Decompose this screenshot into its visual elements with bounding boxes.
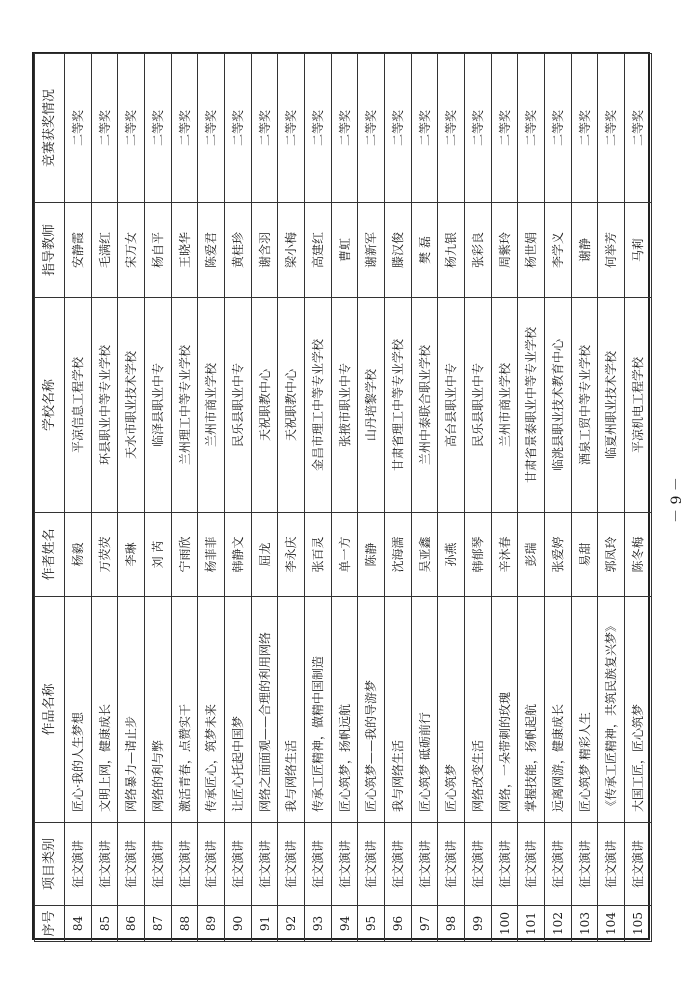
- cell-school: 临泽县职业中专: [145, 298, 172, 513]
- cell-category: 征文演讲: [465, 823, 492, 906]
- cell-author: 宁雨欣: [171, 513, 198, 597]
- cell-category: 征文演讲: [171, 823, 198, 906]
- cell-school: 张掖市职业中专: [331, 298, 358, 513]
- cell-category: 征文演讲: [545, 823, 572, 906]
- table-row: [171, 54, 198, 942]
- table-header-row: [35, 54, 65, 942]
- cell-seq: 96: [385, 906, 412, 942]
- cell-school: 酒泉工贸中等专业学校: [571, 298, 598, 513]
- cell-category: 征文演讲: [331, 823, 358, 906]
- cell-category: 征文演讲: [518, 823, 545, 906]
- cell-seq: 87: [145, 906, 172, 942]
- cell-teacher: 黄桂珍: [225, 203, 252, 298]
- cell-author: 彭瑞: [518, 513, 545, 597]
- cell-work-title: 匠心·我的人生梦想: [65, 597, 92, 823]
- cell-teacher: 谢含羽: [251, 203, 278, 298]
- cell-teacher: 张彩良: [465, 203, 492, 298]
- cell-teacher: 滕汉俊: [385, 203, 412, 298]
- cell-award: 二等奖: [145, 54, 172, 203]
- cell-award: 二等奖: [438, 54, 465, 203]
- cell-work-title: 网络暴力—请止步: [118, 597, 145, 823]
- table-row: [118, 54, 145, 942]
- cell-author: 易甜: [571, 513, 598, 597]
- cell-author: 万荧荧: [91, 513, 118, 597]
- cell-award: 二等奖: [385, 54, 412, 203]
- cell-award: 二等奖: [358, 54, 385, 203]
- cell-category: 征文演讲: [198, 823, 225, 906]
- cell-category: 征文演讲: [598, 823, 625, 906]
- cell-author: 陈冬梅: [625, 513, 652, 597]
- cell-seq: 100: [491, 906, 518, 942]
- award-table-sheet: [32, 52, 650, 940]
- cell-seq: 89: [198, 906, 225, 942]
- cell-category: 征文演讲: [571, 823, 598, 906]
- cell-category: 征文演讲: [251, 823, 278, 906]
- cell-school: 金昌市理工中等专业学校: [305, 298, 332, 513]
- cell-teacher: 梁小梅: [278, 203, 305, 298]
- page-number: [661, 470, 691, 530]
- cell-work-title: 我与网络生活: [385, 597, 412, 823]
- cell-seq: 98: [438, 906, 465, 942]
- cell-award: 二等奖: [518, 54, 545, 203]
- cell-category: 征文演讲: [385, 823, 412, 906]
- cell-school: 兰州中泰联合职业学校: [411, 298, 438, 513]
- cell-teacher: 马莉: [625, 203, 652, 298]
- header-seq: 序号: [35, 906, 65, 942]
- cell-award: 二等奖: [91, 54, 118, 203]
- table-row: [145, 54, 172, 942]
- table-body: [65, 54, 652, 942]
- cell-teacher: 谢静: [571, 203, 598, 298]
- cell-school: 山丹培黎学校: [358, 298, 385, 513]
- cell-work-title: 文明上网，健康成长: [91, 597, 118, 823]
- cell-author: 杨毅: [65, 513, 92, 597]
- cell-school: 民乐县职业中专: [465, 298, 492, 513]
- cell-award: 二等奖: [545, 54, 572, 203]
- cell-author: 郭凤玲: [598, 513, 625, 597]
- cell-seq: 97: [411, 906, 438, 942]
- cell-award: 二等奖: [571, 54, 598, 203]
- cell-teacher: 高建红: [305, 203, 332, 298]
- cell-teacher: 周紫玲: [491, 203, 518, 298]
- cell-school: 甘肃省理工中等专业学校: [385, 298, 412, 513]
- cell-school: 兰州市商业学校: [491, 298, 518, 513]
- table-row: [305, 54, 332, 942]
- cell-teacher: 何举芳: [598, 203, 625, 298]
- cell-seq: 94: [331, 906, 358, 942]
- cell-teacher: 李学义: [545, 203, 572, 298]
- header-teacher: 指导教师: [35, 203, 65, 298]
- cell-author: 孙燕: [438, 513, 465, 597]
- table-row: [598, 54, 625, 942]
- cell-award: 二等奖: [465, 54, 492, 203]
- cell-work-title: 远离网游，健康成长: [545, 597, 572, 823]
- header-category: 项目类别: [35, 823, 65, 906]
- cell-seq: 85: [91, 906, 118, 942]
- table-row: [358, 54, 385, 942]
- cell-seq: 84: [65, 906, 92, 942]
- cell-award: 二等奖: [225, 54, 252, 203]
- cell-work-title: 匠心筑梦 砥砺前行: [411, 597, 438, 823]
- cell-school: 高台县职业中专: [438, 298, 465, 513]
- table-row: [465, 54, 492, 942]
- cell-teacher: 曹虹: [331, 203, 358, 298]
- cell-teacher: 宋万女: [118, 203, 145, 298]
- cell-work-title: 大国工匠，匠心筑梦: [625, 597, 652, 823]
- cell-work-title: 网络改变生活: [465, 597, 492, 823]
- cell-category: 征文演讲: [278, 823, 305, 906]
- cell-seq: 90: [225, 906, 252, 942]
- cell-category: 征文演讲: [145, 823, 172, 906]
- cell-category: 征文演讲: [118, 823, 145, 906]
- cell-author: 陈静: [358, 513, 385, 597]
- cell-school: 兰州市商业学校: [198, 298, 225, 513]
- cell-seq: 86: [118, 906, 145, 942]
- cell-school: 民乐县职业中专: [225, 298, 252, 513]
- cell-school: 天祝职教中心: [251, 298, 278, 513]
- cell-seq: 105: [625, 906, 652, 942]
- cell-teacher: 杨九银: [438, 203, 465, 298]
- cell-work-title: 匠心筑梦: [438, 597, 465, 823]
- table-row: [571, 54, 598, 942]
- cell-award: 二等奖: [65, 54, 92, 203]
- cell-teacher: 陈爱君: [198, 203, 225, 298]
- cell-award: 二等奖: [171, 54, 198, 203]
- cell-author: 刘 芮: [145, 513, 172, 597]
- cell-author: 沈海濡: [385, 513, 412, 597]
- cell-author: 吴亚鑫: [411, 513, 438, 597]
- table-row: [545, 54, 572, 942]
- cell-work-title: 匠心筑梦——我的导游梦: [358, 597, 385, 823]
- header-work-title: 作品名称: [35, 597, 65, 823]
- cell-work-title: 《传承工匠精神，共筑民族复兴梦》: [598, 597, 625, 823]
- cell-teacher: 安静霞: [65, 203, 92, 298]
- cell-school: 甘肃省景泰职业中等专业学校: [518, 298, 545, 513]
- cell-work-title: 网络，一朵带刺的玫瑰: [491, 597, 518, 823]
- cell-award: 二等奖: [625, 54, 652, 203]
- cell-teacher: 毛满红: [91, 203, 118, 298]
- cell-work-title: 传承匠心，筑梦未来: [198, 597, 225, 823]
- cell-author: 屈龙: [251, 513, 278, 597]
- cell-award: 二等奖: [331, 54, 358, 203]
- page-number-text: － 9 －: [669, 477, 685, 523]
- table-row: [198, 54, 225, 942]
- cell-work-title: 匠心筑梦 精彩人生: [571, 597, 598, 823]
- cell-seq: 99: [465, 906, 492, 942]
- cell-category: 征文演讲: [491, 823, 518, 906]
- cell-seq: 101: [518, 906, 545, 942]
- cell-author: 单一方: [331, 513, 358, 597]
- cell-seq: 104: [598, 906, 625, 942]
- cell-school: 天水市职业技术学校: [118, 298, 145, 513]
- cell-author: 辛沐春: [491, 513, 518, 597]
- cell-award: 二等奖: [305, 54, 332, 203]
- cell-category: 征文演讲: [65, 823, 92, 906]
- cell-work-title: 网络之面面观——合理的利用网络: [251, 597, 278, 823]
- cell-seq: 92: [278, 906, 305, 942]
- cell-award: 二等奖: [118, 54, 145, 203]
- cell-category: 征文演讲: [305, 823, 332, 906]
- cell-work-title: 让匠心托起中国梦: [225, 597, 252, 823]
- header-award: 竞赛获奖情况: [35, 54, 65, 203]
- cell-school: 天祝职教中心: [278, 298, 305, 513]
- cell-teacher: 樊 磊: [411, 203, 438, 298]
- cell-award: 二等奖: [491, 54, 518, 203]
- cell-teacher: 王晓华: [171, 203, 198, 298]
- cell-teacher: 谢新军: [358, 203, 385, 298]
- table-row: [411, 54, 438, 942]
- cell-seq: 88: [171, 906, 198, 942]
- table-row: [65, 54, 92, 942]
- cell-work-title: 掌握技能，扬帆起航: [518, 597, 545, 823]
- cell-seq: 103: [571, 906, 598, 942]
- cell-category: 征文演讲: [438, 823, 465, 906]
- header-school: 学校名称: [35, 298, 65, 513]
- table-row: [385, 54, 412, 942]
- cell-seq: 102: [545, 906, 572, 942]
- cell-school: 兰州理工中等专业学校: [171, 298, 198, 513]
- cell-seq: 91: [251, 906, 278, 942]
- cell-work-title: 匠心筑梦，扬帆远航: [331, 597, 358, 823]
- cell-school: 平凉信息工程学校: [65, 298, 92, 513]
- table-row: [278, 54, 305, 942]
- cell-award: 二等奖: [198, 54, 225, 203]
- cell-school: 临夏州职业技术学校: [598, 298, 625, 513]
- cell-seq: 95: [358, 906, 385, 942]
- cell-author: 韩静文: [225, 513, 252, 597]
- table-row: [625, 54, 652, 942]
- cell-category: 征文演讲: [411, 823, 438, 906]
- table-row: [331, 54, 358, 942]
- cell-school: 环县职业中等专业学校: [91, 298, 118, 513]
- table-row: [491, 54, 518, 942]
- cell-teacher: 杨世娟: [518, 203, 545, 298]
- cell-award: 二等奖: [251, 54, 278, 203]
- cell-award: 二等奖: [598, 54, 625, 203]
- table-row: [251, 54, 278, 942]
- cell-author: 李琳: [118, 513, 145, 597]
- cell-author: 张爱婷: [545, 513, 572, 597]
- cell-work-title: 激活青春，点赞实干: [171, 597, 198, 823]
- cell-author: 杨菲菲: [198, 513, 225, 597]
- cell-school: 临洮县职业技术教育中心: [545, 298, 572, 513]
- cell-work-title: 网络的利与弊: [145, 597, 172, 823]
- header-author: 作者姓名: [35, 513, 65, 597]
- table-row: [518, 54, 545, 942]
- award-table: [34, 53, 652, 942]
- cell-category: 征文演讲: [225, 823, 252, 906]
- cell-school: 平凉机电工程学校: [625, 298, 652, 513]
- cell-category: 征文演讲: [625, 823, 652, 906]
- cell-category: 征文演讲: [91, 823, 118, 906]
- table-row: [91, 54, 118, 942]
- cell-seq: 93: [305, 906, 332, 942]
- table-row: [438, 54, 465, 942]
- cell-award: 二等奖: [411, 54, 438, 203]
- cell-award: 二等奖: [278, 54, 305, 203]
- cell-work-title: 我与网络生活: [278, 597, 305, 823]
- cell-author: 韩郁琴: [465, 513, 492, 597]
- table-row: [225, 54, 252, 942]
- cell-teacher: 杨自平: [145, 203, 172, 298]
- cell-category: 征文演讲: [358, 823, 385, 906]
- cell-work-title: 传承工匠精神，做精中国制造: [305, 597, 332, 823]
- cell-author: 李永庆: [278, 513, 305, 597]
- cell-author: 张百灵: [305, 513, 332, 597]
